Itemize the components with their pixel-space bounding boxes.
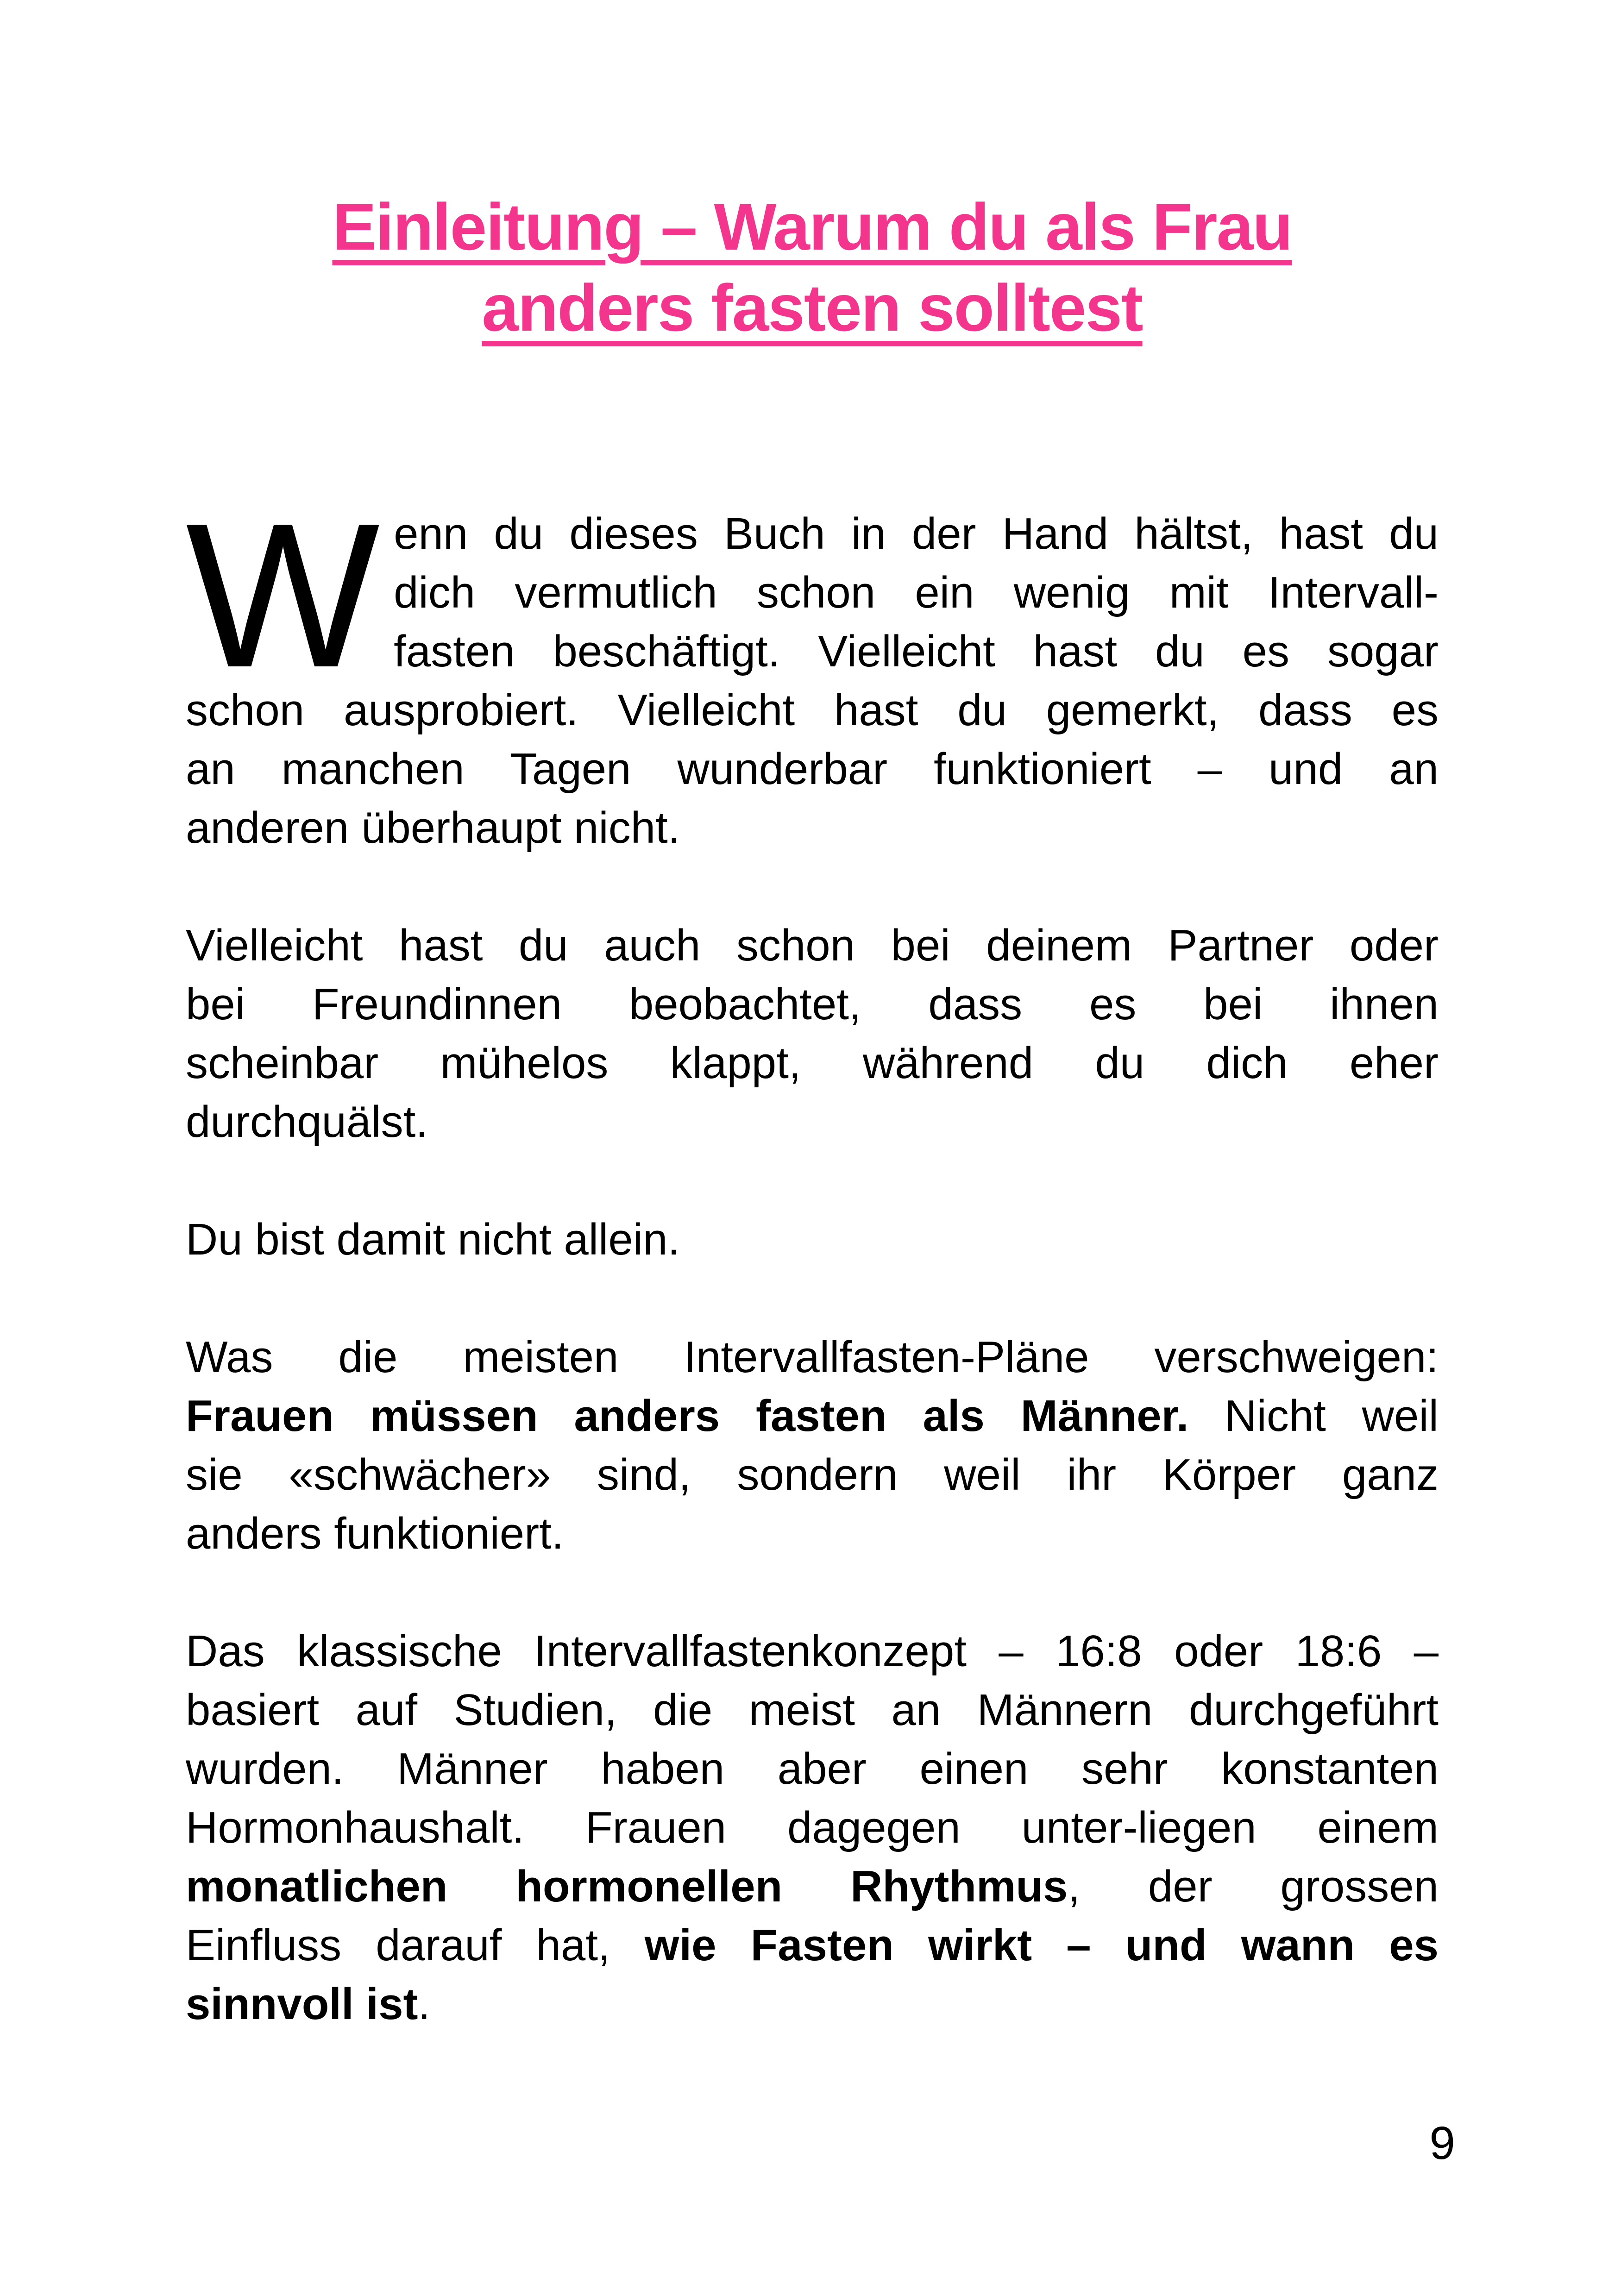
text-segment: basiert auf Studien, die meist an Männern durchgeführt [186,1685,1439,1735]
text-segment: . [418,1979,431,2029]
title-line-1 [186,187,1439,268]
text-segment: scheinbar mühelos klappt, während du dich eher [186,1038,1439,1088]
text-line [186,1504,1439,1563]
text-segment: bei Freundinnen beobachtet, dass es bei ihnen [186,979,1439,1029]
page-title [186,187,1439,349]
text-line [186,740,1439,798]
paragraph-3 [186,1210,1439,1269]
text-segment: Hormonhaushalt. Frauen dagegen unter-liegen einem [186,1803,1439,1852]
dropcap-letter: W [186,481,380,710]
text-line [186,916,1439,975]
text-segment-bold: Frauen müssen anders fasten als Männer. [186,1391,1189,1441]
text-segment: Was die meisten Intervallfasten-Pläne verschweigen: [186,1332,1439,1382]
text-segment: wurden. Männer haben aber einen sehr konstanten [186,1744,1439,1794]
title-line-2-text: anders fasten solltest [482,271,1143,345]
text-segment-bold: wie Fasten wirkt – und wann es [644,1920,1439,1970]
text-segment: Vielleicht hast du auch schon bei deinem Partner oder [186,921,1439,970]
text-segment: , der grossen [1068,1862,1439,1911]
text-line [186,1975,1439,2033]
text-segment: schon ausprobiert. Vielleicht hast du gemerkt, dass es [186,685,1439,735]
paragraph-4 [186,1328,1439,1563]
text-segment: Du bist damit nicht allein. [186,1215,680,1264]
text-line [186,1034,1439,1092]
page-content [186,0,1439,2092]
title-line-1-text: Einleitung – Warum du als Frau [332,190,1292,264]
paragraph-5 [186,1622,1439,2033]
text-segment: anders funktioniert. [186,1509,564,1558]
title-line-2 [186,268,1439,349]
text-line [186,1445,1439,1504]
text-line [186,1386,1439,1445]
page-number: 9 [1429,2117,1455,2169]
text-line [186,975,1439,1034]
text-line [186,1092,1439,1151]
text-line [186,1916,1439,1975]
text-line [186,1798,1439,1857]
text-segment-bold: sinnvoll ist [186,1979,418,2029]
text-segment: anderen überhaupt nicht. [186,803,680,853]
text-line [186,1622,1439,1681]
text-segment: sie «schwächer» sind, sondern weil ihr Körper ganz [186,1450,1439,1499]
text-line [186,1681,1439,1739]
text-line [186,1210,1439,1269]
text-line [186,1739,1439,1798]
text-segment: Das klassische Intervallfastenkonzept – 16:8 oder 18:6 – [186,1626,1439,1676]
text-segment: dich vermutlich schon ein wenig mit Intervall- [394,568,1439,617]
paragraph-1 [186,481,1439,857]
text-segment: durchquälst. [186,1097,428,1147]
text-line [186,798,1439,857]
text-line [186,1328,1439,1386]
paragraph-2 [186,916,1439,1151]
text-segment: an manchen Tagen wunderbar funktioniert – und an [186,744,1439,794]
text-line [186,681,1439,740]
text-line [186,1857,1439,1916]
text-segment: fasten beschäftigt. Vielleicht hast du es sogar [394,627,1439,676]
text-segment-bold: monatlichen hormonellen Rhythmus [186,1862,1068,1911]
text-segment: Nicht weil [1188,1391,1439,1441]
text-segment: Einfluss darauf hat, [186,1920,645,1970]
text-segment: enn du dieses Buch in der Hand hältst, hast du [394,509,1439,558]
